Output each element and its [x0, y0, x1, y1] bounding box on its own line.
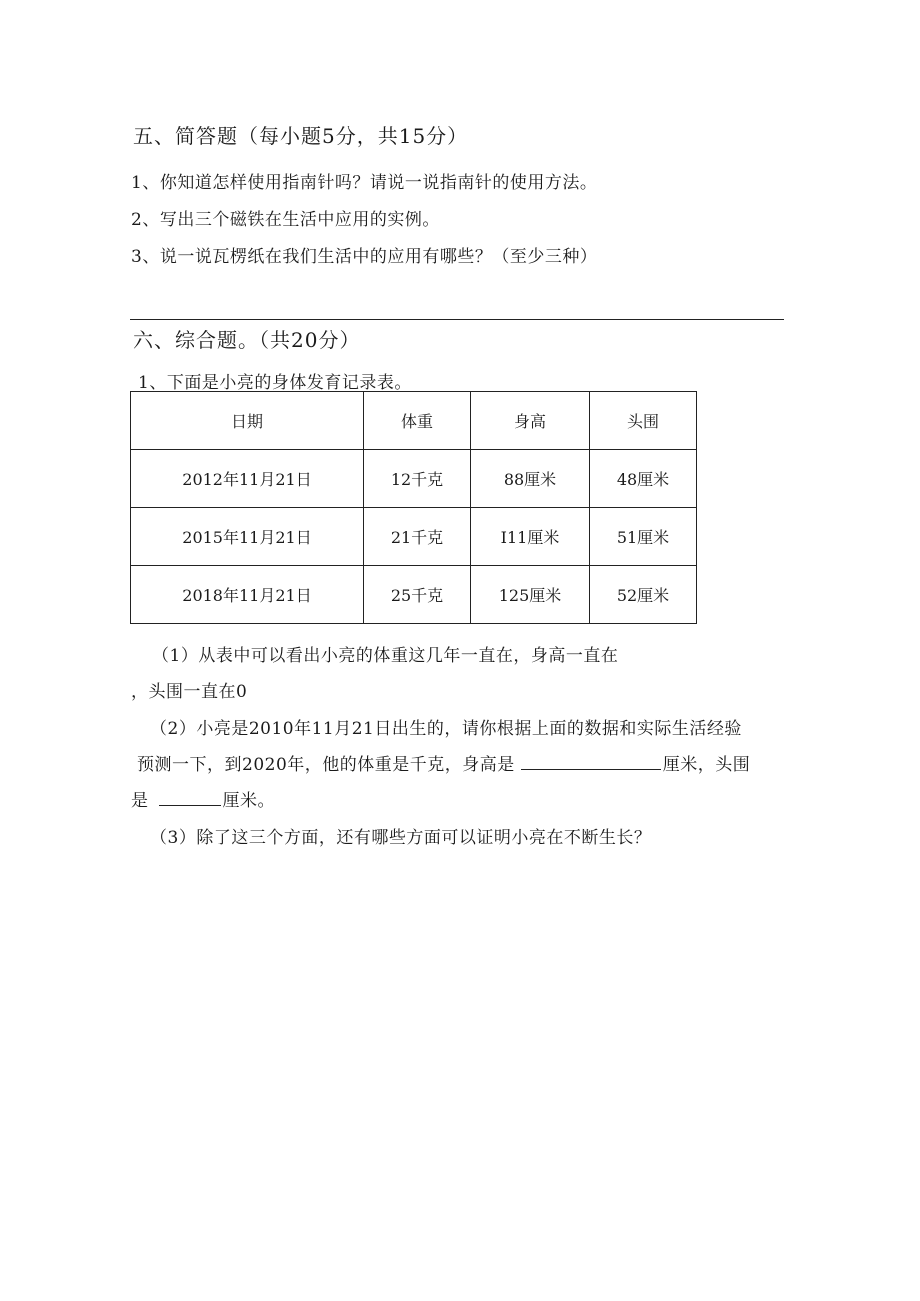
subquestion-3: （3）除了这三个方面，还有哪些方面可以证明小亮在不断生长？ [150, 828, 652, 848]
cell-height: I11厘米 [471, 508, 590, 566]
cell-height: 88厘米 [471, 450, 590, 508]
question-2: 2、写出三个磁铁在生活中应用的实例。 [131, 210, 440, 230]
header-date: 日期 [131, 392, 364, 450]
cell-height: 125厘米 [471, 566, 590, 624]
question-1: 1、你知道怎样使用指南针吗？请说一说指南针的使用方法。 [131, 173, 598, 193]
header-height: 身高 [471, 392, 590, 450]
question-3: 3、说一说瓦楞纸在我们生活中的应用有哪些？（至少三种） [131, 247, 598, 267]
table-row [131, 450, 697, 508]
answer-divider-line [130, 319, 784, 320]
cell-head-circumference: 48厘米 [590, 450, 697, 508]
subquestion-2-line-1: （2）小亮是2010年11月21日出生的，请你根据上面的数据和实际生活经验 [150, 719, 742, 739]
section-6-title: 六、综合题。（共20分） [133, 328, 361, 352]
height-answer-blank[interactable] [521, 755, 661, 770]
subquestion-2-line-3 [131, 786, 275, 811]
subquestion-1-line-2: ，头围一直在0 [131, 682, 248, 702]
cell-weight: 12千克 [364, 450, 471, 508]
cell-weight: 21千克 [364, 508, 471, 566]
section-5-title: 五、简答题（每小题5分，共15分） [133, 124, 469, 148]
table-intro: 1、下面是小亮的身体发育记录表。 [138, 373, 412, 393]
table-header-row [131, 392, 697, 450]
table-row [131, 508, 697, 566]
cell-weight: 25千克 [364, 566, 471, 624]
growth-record-table [130, 391, 697, 624]
subquestion-2-line-2 [137, 750, 750, 775]
subquestion-2-text-b: 厘米，头围 [662, 755, 751, 775]
head-circumference-answer-blank[interactable] [159, 791, 221, 806]
cell-date: 2015年11月21日 [131, 508, 364, 566]
subquestion-2-text-a: 预测一下，到2020年，他的体重是千克，身高是 [137, 755, 515, 775]
table-row [131, 566, 697, 624]
cell-date: 2018年11月21日 [131, 566, 364, 624]
header-weight: 体重 [364, 392, 471, 450]
subquestion-1-line-1: （1）从表中可以看出小亮的体重这几年一直在，身高一直在 [152, 646, 619, 666]
header-head-circumference: 头围 [590, 392, 697, 450]
cell-head-circumference: 52厘米 [590, 566, 697, 624]
cell-head-circumference: 51厘米 [590, 508, 697, 566]
cell-date: 2012年11月21日 [131, 450, 364, 508]
subquestion-2-text-c: 是 [131, 791, 149, 811]
subquestion-2-text-d: 厘米。 [222, 791, 275, 811]
